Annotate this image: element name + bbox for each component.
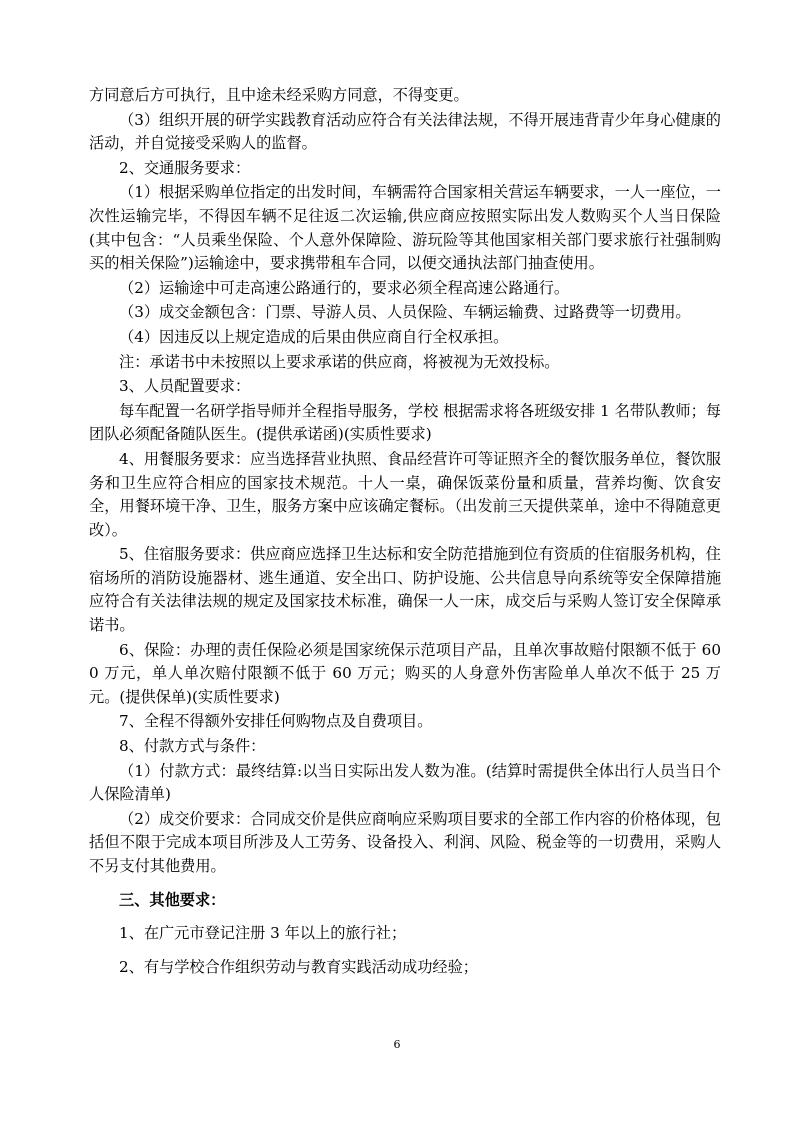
document-body [89,84,721,980]
section-heading: 三、其他要求： [119,890,226,909]
other-item-1: 1、在广元市登记注册 3 年以上的旅行社； [119,924,407,943]
paragraph-13: 6、保险：办理的责任保险必须是国家统保示范项目产品，且单次事故赔付限额不低于 600 万元，单人单次赔付限额不低于 60 万元；购买的人身意外伤害险单人单次不低于 25 万元。(提供保单)(实质性要求) [89,640,721,706]
paragraph-9: 3、人员配置要求： [119,377,251,396]
paragraph-6: （3）成交金额包含：门票、导游人员、人员保险、车辆运输费、过路费等一切费用。 [119,303,691,322]
paragraph-16: （1）付款方式：最终结算:以当日实际出发人数为准。(结算时需提供全体出行人员当日个人保险清单) [89,761,721,804]
paragraph-17: （2）成交价要求：合同成交价是供应商响应采购项目要求的全部工作内容的价格体现，包括但不限于完成本项目所涉及人工劳务、设备投入、利润、风险、税金等的一切费用，采购人不另支付其他费用。 [89,809,721,875]
paragraph-15: 8、付款方式与条件： [119,737,266,756]
page-number: 6 [393,1038,401,1051]
other-item-2: 2、有与学校合作组织劳动与教育实践活动成功经验； [119,957,478,976]
paragraph-3: 2、交通服务要求： [119,158,251,177]
paragraph-4: （1）根据采购单位指定的出发时间，车辆需符合国家相关营运车辆要求，一人一座位，一次性运输完毕，不得因车辆不足往返二次运输,供应商应按照实际出发人数购买个人当日保险(其中包含：“人员乘坐保险、个人意外保障险、游玩险等其他国家相关部门要求旅行社强制购买的相关保险”)运输途中，要求携带租车合同，以便交通执法部门抽查使用。 [89,183,721,273]
paragraph-12: 5、住宿服务要求：供应商应选择卫生达标和安全防范措施到位有资质的住宿服务机构，住宿场所的消防设施器材、逃生通道、安全出口、防护设施、公共信息导向系统等安全保障措施应符合有关法律法规的规定及国家技术标准，确保一人一床，成交后与采购人签订安全保障承诺书。 [89,545,721,635]
paragraph-7: （4）因违反以上规定造成的后果由供应商自行全权承担。 [119,327,509,346]
paragraph-1: 方同意后方可执行，且中途未经采购方同意，不得变更。 [89,86,469,104]
paragraph-11: 4、用餐服务要求：应当选择营业执照、食品经营许可等证照齐全的餐饮服务单位，餐饮服务和卫生应符合相应的国家技术规范。十人一桌，确保饭菜份量和质量，营养均衡、饮食安全，用餐环境干净、卫生，服务方案中应该确定餐标。（出发前三天提供菜单，途中不得随意更改）。 [89,449,721,539]
paragraph-5: （2）运输途中可走高速公路通行的，要求必须全程高速公路通行。 [119,278,570,297]
paragraph-2: （3）组织开展的研学实践教育活动应符合有关法律法规，不得开展违背青少年身心健康的活动，并自觉接受采购人的监督。 [89,110,721,153]
paragraph-14: 7、全程不得额外安排任何购物点及自费项目。 [119,712,433,731]
paragraph-8: 注：承诺书中未按照以上要求承诺的供应商，将被视为无效投标。 [119,352,560,371]
paragraph-10: 每车配置一名研学指导师并全程指导服务，学校 根据需求将各班级安排 1 名带队教师；每团队必须配备随队医生。(提供承诺函)(实质性要求) [89,401,721,444]
